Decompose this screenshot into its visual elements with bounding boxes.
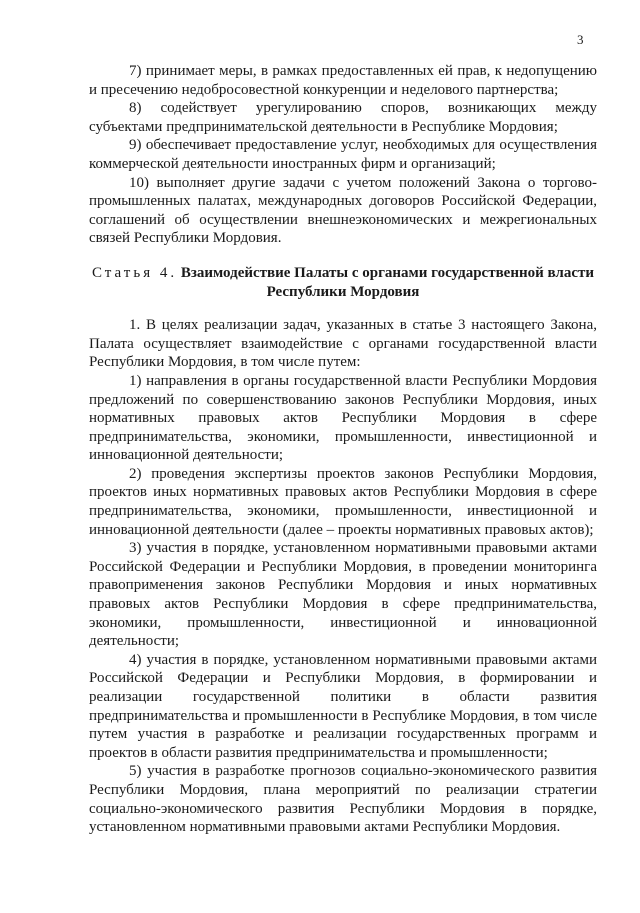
sub-item-4: 4) участия в порядке, установленном нормативными правовыми актами Российской Федерации и Республики Мордовия, в формировании и реализации государственной политики в области развития предпринимательства и промышленности в Республике Мордовия, в том числе путем участия в разработке и реализации государственных программ и проектов в области развития предпринимательства и промышленности; (89, 651, 597, 761)
sub-item-1: 1) направления в органы государственной власти Республики Мордовия предложений по совершенствованию законов Республики Мордовия, иных нормативных правовых актов Республики Мордовия в сфере предпринимательства, экономики, промышленности, инвестиционной и инновационной деятельности; (89, 372, 597, 464)
sub-item-3: 3) участия в порядке, установленном нормативными правовыми актами Российской Федерации и Республики Мордовия, в проведении мониторинга правоприменения законов Республики Мордовия и иных нормативных правовых актов Республики Мордовия в сфере предпринимательства, экономики, промышленности, инвестиционной и инновационной деятельности; (89, 540, 597, 650)
page-number: 3 (577, 32, 584, 47)
list-item-9: 9) обеспечивает предоставление услуг, необходимых для осуществления коммерческой деятельности иностранных фирм и организаций; (89, 137, 597, 172)
list-item-7: 7) принимает меры, в рамках предоставленных ей прав, к недопущению и пресечению недобросовестной конкуренции и неделового партнерства; (89, 63, 597, 98)
article-intro: 1. В целях реализации задач, указанных в статье 3 настоящего Закона, Палата осуществляет взаимодействие с органами государственной власти Республики Мордовия, в том числе путем: (89, 317, 597, 371)
sub-item-5: 5) участия в разработке прогнозов социально-экономического развития Республики Мордовия, плана мероприятий по реализации стратегии социально-экономического развития Республики Мордовия в порядке, установленном нормативными правовыми актами Республики Мордовия. (89, 763, 597, 836)
article-title: Взаимодействие Палаты с органами государственной власти Республики Мордовия (180, 264, 594, 300)
list-item-8: 8) содействует урегулированию споров, возникающих между субъектами предпринимательской деятельности в Республике Мордовия; (89, 100, 597, 135)
sub-item-2: 2) проведения экспертизы проектов законов Республики Мордовия, проектов иных нормативных правовых актов Республики Мордовия в сфере предпринимательства, экономики, промышленности, инвестиционной и инновационной деятельности (далее – проекты нормативных правовых актов); (89, 465, 597, 538)
article-number: Статья 4. (91, 264, 178, 281)
article-heading (89, 264, 597, 301)
document-body (89, 62, 597, 837)
list-item-10: 10) выполняет другие задачи с учетом положений Закона о торгово-промышленных палатах, международных договоров Российской Федерации, соглашений об осуществлении внешнеэкономических и межрегиональных связей Республики Мордовия. (89, 174, 597, 247)
